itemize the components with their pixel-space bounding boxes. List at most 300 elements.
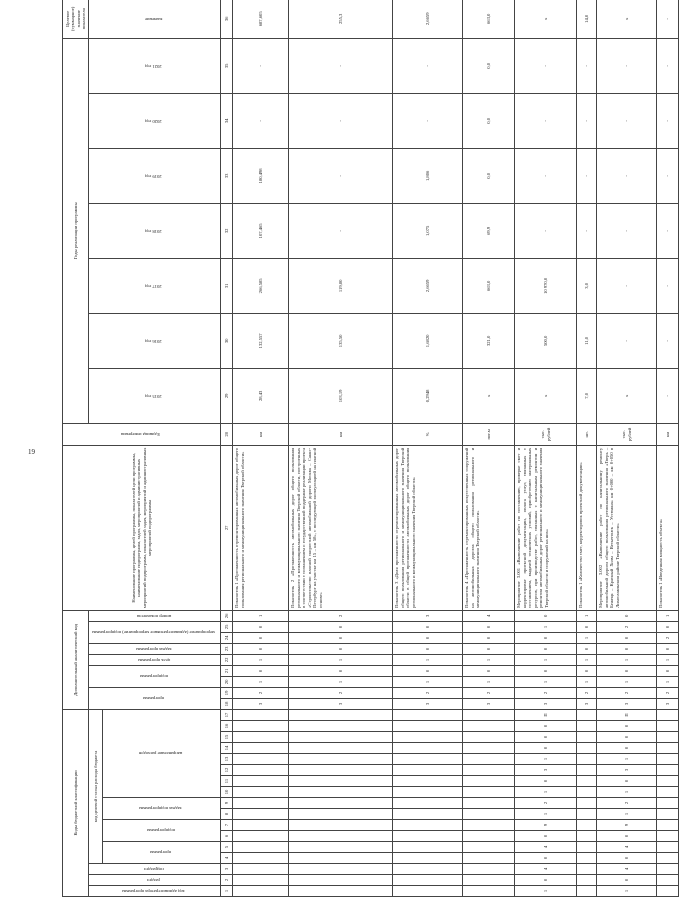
code-cell <box>233 732 289 743</box>
code-cell: 0 <box>597 632 657 643</box>
year-value-cell: 28,43 <box>233 368 289 423</box>
year-value-cell: - <box>597 93 657 148</box>
unit-cell: тыс. рублей <box>515 423 577 445</box>
code-cell <box>233 820 289 831</box>
admin-code-header <box>89 886 221 897</box>
code-cell <box>289 853 393 864</box>
code-cell: 0 <box>393 643 463 654</box>
task_code-header-text: задача подпрограммы <box>139 806 183 812</box>
code-cell: 0 <box>233 643 289 654</box>
code-cell: 0 <box>515 643 577 654</box>
column-number: 33 <box>221 148 233 203</box>
column-number: 34 <box>221 93 233 148</box>
code-cell: 0 <box>393 621 463 632</box>
column-number: 13 <box>221 754 233 765</box>
column-number: 24 <box>221 632 233 643</box>
indicator-name: Показатель 1 «Количество смет, корректировок проектной документации» <box>577 445 597 610</box>
target-value-cell: 2,6659 <box>393 0 463 38</box>
year-value-cell: - <box>577 93 597 148</box>
column-number: 28 <box>221 423 233 445</box>
code-cell <box>289 787 393 798</box>
code-cell <box>393 875 463 886</box>
code-cell <box>233 787 289 798</box>
code-cell: 0 <box>577 643 597 654</box>
column-number: 36 <box>221 0 233 38</box>
code-cell <box>233 721 289 732</box>
additional-d_activity-header-text: мероприятие (административное мероприятие) подпрограммы <box>92 630 216 636</box>
code-cell <box>577 743 597 754</box>
code-cell: 0 <box>515 875 577 886</box>
column-number: 26 <box>221 610 233 621</box>
table-row <box>463 0 515 897</box>
code-cell <box>463 831 515 842</box>
target-value-header <box>89 0 221 38</box>
year-6-header-text: 2021 год <box>145 63 163 69</box>
code-cell: 2 <box>463 687 515 698</box>
code-cell <box>393 765 463 776</box>
code-cell <box>289 809 393 820</box>
column-number: 23 <box>221 643 233 654</box>
year-value-cell: - <box>515 148 577 203</box>
unit-header-text: Единица измерения <box>121 432 161 438</box>
year-value-cell: - <box>289 148 393 203</box>
year-value-cell: - <box>597 148 657 203</box>
code-cell: 2 <box>597 798 657 809</box>
column-number: 25 <box>221 621 233 632</box>
code-cell <box>233 765 289 776</box>
year-value-cell: - <box>597 203 657 258</box>
code-cell <box>463 820 515 831</box>
code-cell <box>657 732 679 743</box>
program-header-text: программа <box>150 850 172 856</box>
code-cell: 1 <box>463 676 515 687</box>
target-value-cell: - <box>657 0 679 38</box>
code-cell <box>657 776 679 787</box>
code-cell: 1 <box>289 654 393 665</box>
code-cell: 1 <box>657 610 679 621</box>
code-cell: 4 <box>515 842 577 853</box>
code-cell: 0 <box>597 743 657 754</box>
code-cell: 2 <box>515 687 577 698</box>
indicator-name: Показатель 4 «Протяженность отремонтированных искусственных сооружений на автомобильных дорогах общего пользования регионального и межмуниципального значения Тверской области» <box>463 445 515 610</box>
code-cell <box>577 842 597 853</box>
code-cell: 3 <box>597 765 657 776</box>
year-value-cell: 103,19 <box>289 368 393 423</box>
target-value-cell: 14,0 <box>577 0 597 38</box>
year-value-cell: - <box>657 93 679 148</box>
code-cell <box>657 831 679 842</box>
code-cell <box>577 809 597 820</box>
code-cell <box>393 798 463 809</box>
admin-code-header-text: код администратора программы <box>122 888 186 894</box>
code-cell <box>289 776 393 787</box>
code-cell: 1 <box>515 809 577 820</box>
code-cell: 1 <box>289 676 393 687</box>
code-cell: 1 <box>577 610 597 621</box>
code-cell <box>233 798 289 809</box>
year-value-cell: - <box>233 38 289 93</box>
code-cell: 0 <box>233 632 289 643</box>
column-number: 8 <box>221 809 233 820</box>
code-cell <box>657 809 679 820</box>
year-3-header <box>89 203 221 258</box>
code-cell: П <box>515 709 577 720</box>
year-value-cell: х <box>515 368 577 423</box>
code-cell: 2 <box>393 687 463 698</box>
code-cell: 3 <box>233 698 289 709</box>
code-cell: 0 <box>515 776 577 787</box>
code-cell <box>233 853 289 864</box>
code-cell: 0 <box>515 732 577 743</box>
year-value-cell: х <box>463 368 515 423</box>
code-cell: 0 <box>463 665 515 676</box>
year-value-cell: - <box>515 38 577 93</box>
year-value-cell: - <box>597 38 657 93</box>
column-number: 21 <box>221 665 233 676</box>
table-body <box>233 0 679 897</box>
year-value-cell: 1,075 <box>393 203 463 258</box>
code-cell: 0 <box>597 721 657 732</box>
code-cell <box>393 732 463 743</box>
indicator-name: Мероприятие 3.002 «Выполнение работ по капитальному ремонту автомобильной дороги общего пользования регионального значения «Тверь – Бежецк – Красный Холм – Весьегонск – Устюжна» км 0+000 – км 0+050 в Лихославльском районе Тверской области» <box>597 445 657 610</box>
code-cell: 4 <box>597 842 657 853</box>
year-value-cell: - <box>657 38 679 93</box>
year-1-header-text: 2016 год <box>145 338 163 344</box>
code-cell <box>393 853 463 864</box>
code-cell <box>657 743 679 754</box>
indicator-name: Показатель 3 «Доля протяженности отремонтированных автомобильных дорог общего пользования регионального и межмуниципального значения Тверской области в общей протяженности автомобильных дорог общего пользования регионального и межмуниципального значения Тверской области» <box>393 445 463 610</box>
code-cell: 0 <box>515 610 577 621</box>
year-value-cell: - <box>289 203 393 258</box>
column-number: 20 <box>221 676 233 687</box>
code-cell: 1 <box>597 809 657 820</box>
code-cell: 3 <box>515 765 577 776</box>
code-cell <box>577 831 597 842</box>
subprogram-header-text: подпрограмма <box>146 828 175 834</box>
code-cell: 0 <box>393 632 463 643</box>
indicator-name: Показатель 1 «Введенная мощность объекта» <box>657 445 679 610</box>
code-cell: 2 <box>577 687 597 698</box>
code-cell <box>393 754 463 765</box>
additional-d_subprogram-header-text: подпрограмма <box>139 674 168 680</box>
code-cell: 0 <box>577 621 597 632</box>
code-cell <box>463 709 515 720</box>
code-cell: 2 <box>515 798 577 809</box>
code-cell: 2 <box>289 687 393 698</box>
code-cell: 3 <box>657 698 679 709</box>
code-cell <box>657 754 679 765</box>
code-cell: 0 <box>657 643 679 654</box>
year-value-cell: 10 970,0 <box>515 258 577 313</box>
code-cell: 1 <box>597 676 657 687</box>
code-cell <box>577 709 597 720</box>
year-value-cell: - <box>657 148 679 203</box>
code-cell: 2 <box>657 687 679 698</box>
additional-d_program-header <box>89 687 221 709</box>
code-cell: 3 <box>597 698 657 709</box>
additional-d_goal-header <box>89 654 221 665</box>
code-cell <box>233 864 289 875</box>
unit-cell: тыс. рублей <box>597 423 657 445</box>
code-cell: 3 <box>393 698 463 709</box>
code-cell: 0 <box>597 732 657 743</box>
year-value-cell: 1,806 <box>393 148 463 203</box>
code-cell <box>577 732 597 743</box>
year-value-cell: 0,0 <box>463 38 515 93</box>
additional-d_task_program-header <box>89 643 221 654</box>
code-cell <box>657 886 679 897</box>
year-value-cell: - <box>657 258 679 313</box>
year-value-cell: 321,0 <box>463 313 515 368</box>
year-value-cell: 132,557 <box>233 313 289 368</box>
code-cell <box>577 798 597 809</box>
code-cell <box>463 842 515 853</box>
code-cell: 0 <box>597 665 657 676</box>
code-cell <box>463 743 515 754</box>
year-value-cell: - <box>577 203 597 258</box>
code-cell <box>289 886 393 897</box>
year-0-header-text: 2015 год <box>145 393 163 399</box>
unit-cell: км <box>289 423 393 445</box>
code-cell: 1 <box>515 886 577 897</box>
year-value-cell: 69,9 <box>463 203 515 258</box>
code-cell: 2 <box>657 632 679 643</box>
column-number: 19 <box>221 687 233 698</box>
indicator-name: Мероприятие 3.001 «Выполнение работ по составлению, проверке смет и корректировке проектной документации, оплата услуг, связанных с составлением, выдачей технических условий, приобретению материальных ресурсов, при производстве работ, связанных с капитальным ремонтом и ремонтом автомобильных дорог регионального и межмуниципального значения Тверской области и сооружений на них» <box>515 445 577 610</box>
table-header <box>63 0 233 897</box>
code-cell <box>393 721 463 732</box>
year-value-cell: - <box>577 148 597 203</box>
year-value-cell: - <box>597 313 657 368</box>
code-cell: 1 <box>393 654 463 665</box>
column-number: 15 <box>221 732 233 743</box>
code-cell <box>577 776 597 787</box>
code-cell: 1 <box>393 676 463 687</box>
column-number: 1 <box>221 886 233 897</box>
code-cell <box>289 732 393 743</box>
year-value-cell: - <box>577 38 597 93</box>
code-cell: 1 <box>597 754 657 765</box>
column-number: 27 <box>221 445 233 610</box>
year-4-header-text: 2019 год <box>145 173 163 179</box>
column-number: 22 <box>221 654 233 665</box>
code-cell <box>393 820 463 831</box>
additional-code-header: Дополнительный аналитический код <box>63 610 89 709</box>
year-value-cell: - <box>393 93 463 148</box>
program-table <box>62 0 679 897</box>
additional-d_task_program-header-text: задача программы <box>135 646 172 652</box>
additional-d_program-header-text: программа <box>143 696 165 702</box>
year-6-header <box>89 38 221 93</box>
year-value-cell: 7,0 <box>577 368 597 423</box>
column-number: 3 <box>221 864 233 875</box>
table-row <box>597 0 657 897</box>
code-cell: 0 <box>233 621 289 632</box>
year-value-cell: 107,465 <box>233 203 289 258</box>
code-cell <box>463 864 515 875</box>
code-cell: 0 <box>597 776 657 787</box>
unit-cell: пог.м <box>463 423 515 445</box>
code-cell <box>289 820 393 831</box>
code-cell <box>463 809 515 820</box>
code-cell <box>289 743 393 754</box>
code-cell: 0 <box>515 721 577 732</box>
column-number: 16 <box>221 721 233 732</box>
code-cell <box>463 875 515 886</box>
column-number: 11 <box>221 776 233 787</box>
code-cell: 0 <box>233 665 289 676</box>
code-cell <box>577 787 597 798</box>
code-cell <box>393 709 463 720</box>
code-cell <box>233 776 289 787</box>
code-cell <box>289 831 393 842</box>
section-header-text: раздел <box>147 877 161 883</box>
code-cell <box>233 809 289 820</box>
unit-cell: км <box>233 423 289 445</box>
code-cell <box>289 864 393 875</box>
column-number: 9 <box>221 798 233 809</box>
code-cell <box>289 842 393 853</box>
code-cell <box>577 765 597 776</box>
code-cell <box>233 831 289 842</box>
code-cell <box>577 853 597 864</box>
year-value-cell: 2,6659 <box>393 258 463 313</box>
column-number: 4 <box>221 853 233 864</box>
years-header: Годы реализации программы <box>63 38 89 423</box>
code-cell <box>463 776 515 787</box>
column-number: 35 <box>221 38 233 93</box>
column-number: 18 <box>221 698 233 709</box>
code-cell: 3 <box>463 698 515 709</box>
code-cell <box>393 776 463 787</box>
year-value-cell: - <box>289 38 393 93</box>
code-cell: 3 <box>577 698 597 709</box>
table-row <box>657 0 679 897</box>
year-value-cell: - <box>657 203 679 258</box>
code-cell <box>289 754 393 765</box>
code-cell: П <box>597 709 657 720</box>
code-cell: 1 <box>515 754 577 765</box>
year-value-cell: - <box>597 258 657 313</box>
code-cell <box>393 743 463 754</box>
code-cell: 0 <box>515 632 577 643</box>
year-1-header <box>89 313 221 368</box>
code-cell: 2 <box>597 687 657 698</box>
column-number: 12 <box>221 765 233 776</box>
code-cell <box>289 721 393 732</box>
year-value-cell: - <box>515 203 577 258</box>
name-header: Наименование программы, целей программы, показателей цели программы, наименование подпрограмм, задач, мероприятий и административных мероприятий подпрограмм, показателей задач, мероприятий и административных мероприятий подпрограммы <box>63 445 221 610</box>
code-cell: 0 <box>577 665 597 676</box>
code-cell <box>289 798 393 809</box>
code-cell <box>577 875 597 886</box>
year-value-cell: - <box>657 368 679 423</box>
year-3-header-text: 2018 год <box>145 228 163 234</box>
column-number: 31 <box>221 258 233 313</box>
code-cell <box>393 864 463 875</box>
code-cell <box>393 886 463 897</box>
column-number: 10 <box>221 787 233 798</box>
code-cell: 0 <box>289 632 393 643</box>
code-cell <box>233 754 289 765</box>
code-cell: 0 <box>289 665 393 676</box>
year-0-header <box>89 368 221 423</box>
code-cell <box>393 842 463 853</box>
code-cell <box>577 721 597 732</box>
code-cell: 3 <box>393 610 463 621</box>
code-cell: 0 <box>657 665 679 676</box>
year-value-cell: 3,0 <box>577 258 597 313</box>
program-header <box>103 842 221 864</box>
page-number: 19 <box>28 448 35 456</box>
subsection-header <box>89 864 221 875</box>
target-value-cell: 255,3 <box>289 0 393 38</box>
column-number: 30 <box>221 313 233 368</box>
code-cell: 1 <box>577 632 597 643</box>
code-cell <box>577 864 597 875</box>
code-cell <box>393 809 463 820</box>
code-cell: 1 <box>515 787 577 798</box>
code-cell: 1 <box>577 676 597 687</box>
additional-d_subprogram-header <box>89 665 221 687</box>
code-cell: 0 <box>597 610 657 621</box>
year-value-cell: 1,6820 <box>393 313 463 368</box>
code-cell: 4 <box>463 610 515 621</box>
year-value-cell: 500,0 <box>515 313 577 368</box>
code-cell: 1 <box>233 610 289 621</box>
indicator-name: Показатель 1 «Протяженность отремонтированных автомобильных дорог общего пользования регионального и межмуниципального значения Тверской области» <box>233 445 289 610</box>
year-value-cell: - <box>657 313 679 368</box>
year-value-cell: х <box>597 368 657 423</box>
table-row <box>393 0 463 897</box>
code-cell: 0 <box>463 632 515 643</box>
code-cell: 9 <box>597 820 657 831</box>
code-cell: 0 <box>289 643 393 654</box>
target-article-header: код целевой статьи расхода бюджета <box>89 709 103 863</box>
code-cell: 1 <box>515 621 577 632</box>
unit-cell: % <box>393 423 463 445</box>
table-row <box>233 0 289 897</box>
code-cell: 1 <box>597 654 657 665</box>
code-cell: 0 <box>597 643 657 654</box>
code-cell: 1 <box>597 886 657 897</box>
code-cell <box>463 732 515 743</box>
column-number: 7 <box>221 820 233 831</box>
target-value-cell: 687,605 <box>233 0 289 38</box>
unit-cell: шт. <box>577 423 597 445</box>
year-2-header-text: 2017 год <box>145 283 163 289</box>
code-cell: 2 <box>597 621 657 632</box>
code-cell: 0 <box>515 665 577 676</box>
target-value-header-text: значение <box>145 16 163 22</box>
code-cell: 0 <box>515 743 577 754</box>
target-value-cell: х <box>515 0 577 38</box>
year-value-cell: 119,80 <box>289 258 393 313</box>
code-cell <box>657 853 679 864</box>
code-cell <box>233 886 289 897</box>
column-number: 5 <box>221 842 233 853</box>
section-header <box>89 875 221 886</box>
year-value-cell: 135,50 <box>289 313 393 368</box>
year-value-cell: - <box>289 93 393 148</box>
code-cell <box>463 886 515 897</box>
code-cell <box>463 754 515 765</box>
code-cell: 3 <box>515 698 577 709</box>
column-number-row <box>221 0 233 897</box>
code-cell: 0 <box>393 665 463 676</box>
code-cell: 0 <box>597 853 657 864</box>
indicator-name: Показатель 2 «Протяженность автомобильных дорог общего пользования регионального и межмуниципального значения Тверской области, построенных в соответствии с соглашением о государственной поддержке реализации проекта «Строительство платной скоростной автомобильной дороги Москва – Санкт-Петербург на участке км 15 – км 58», с последующей эксплуатацией на платной основе» <box>289 445 393 610</box>
